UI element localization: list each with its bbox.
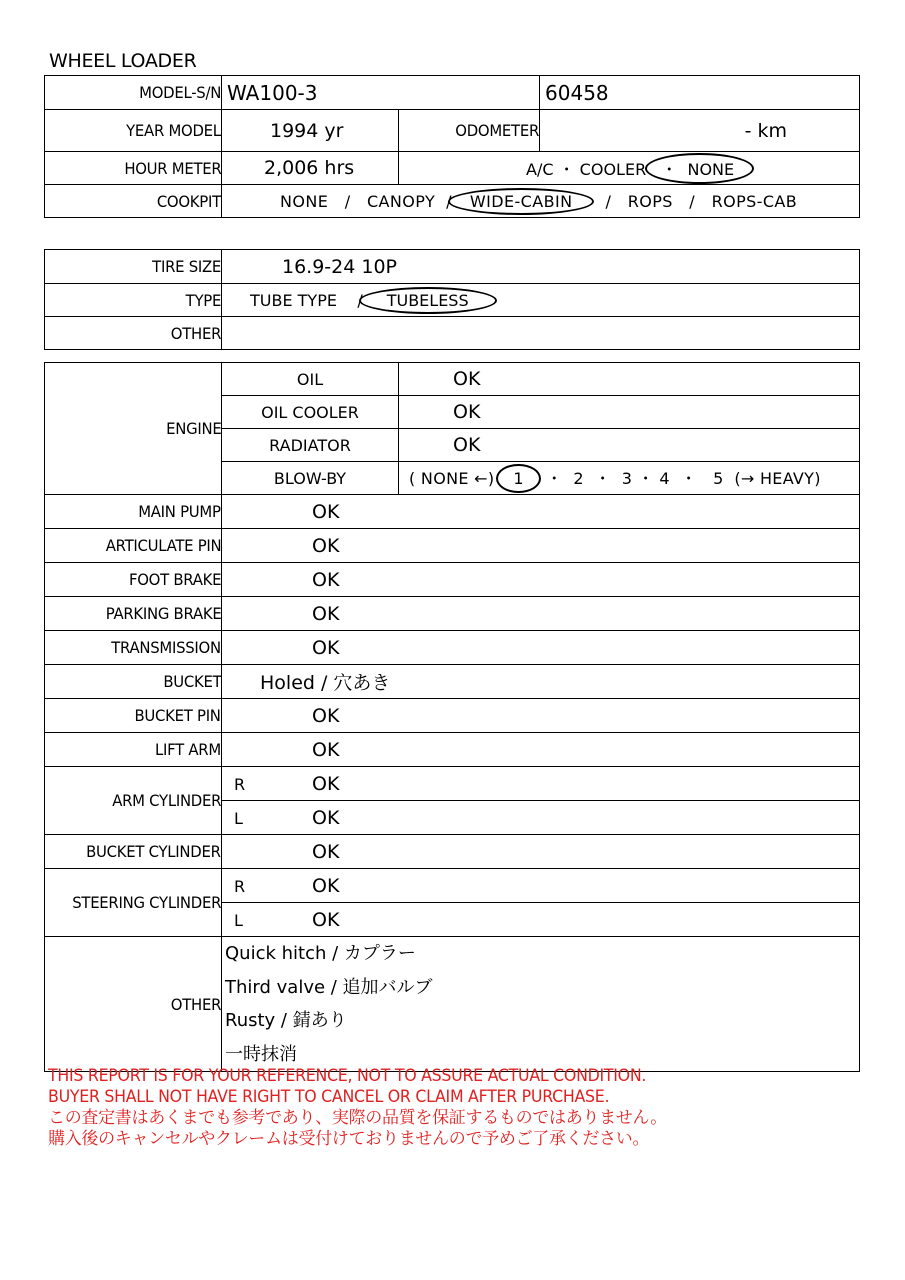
disclaimer-line-en-2: BUYER SHALL NOT HAVE RIGHT TO CANCEL OR CLAIM AFTER PURCHASE. (48, 1087, 610, 1107)
articulate-pin-value: OK (222, 529, 860, 563)
disclaimer-line-ja-2: 購入後のキャンセルやクレームは受付けておりませんので予めご了承ください。 (48, 1129, 650, 1149)
blowby-dot-2: ・ (594, 468, 611, 488)
bucket-pin-value: OK (222, 699, 860, 733)
disclaimer-line-ja-1: この査定書はあくまでも参考であり、実際の品質を保証するものではありません。 (48, 1108, 667, 1128)
oil-cooler-value: OK (399, 396, 860, 429)
arm-cylinder-r-value: OK (312, 772, 340, 795)
blowby-3: 3 (621, 468, 633, 488)
bucket-value: Holed / 穴あき (222, 665, 860, 699)
tire-type-sep: / (357, 290, 363, 310)
articulate-pin-label: ARTICULATE PIN (45, 529, 222, 563)
cockpit-opt-rops-cab: ROPS-CAB (711, 191, 798, 211)
tire-type-options (222, 284, 860, 317)
document-title: WHEEL LOADER (49, 50, 197, 72)
disclaimer-notice (48, 1066, 691, 1150)
parking-brake-value: OK (222, 597, 860, 631)
blowby-dot-3: ・ (637, 468, 654, 488)
cockpit-slash-3: / (605, 191, 612, 211)
engine-label: ENGINE (45, 363, 222, 495)
ac-sep: ・ (661, 159, 678, 179)
blowby-none: ( NONE ←) (409, 468, 495, 488)
steering-cylinder-l-value: OK (312, 908, 340, 931)
ac-none-circle (645, 153, 754, 184)
inspection-table (44, 362, 860, 1072)
foot-brake-label: FOOT BRAKE (45, 563, 222, 597)
tire-type-label: TYPE (45, 284, 222, 317)
bucket-cylinder-label: BUCKET CYLINDER (45, 835, 222, 869)
model-value: WA100-3 (222, 76, 540, 110)
blowby-label: BLOW-BY (222, 462, 399, 495)
cockpit-slash-2: / (446, 191, 452, 211)
other-note-line: 一時抹消 (225, 1043, 297, 1065)
other-note-line: Third valve / 追加バルブ (225, 976, 433, 998)
blowby-dot-4: ・ (680, 468, 697, 488)
cockpit-options (222, 185, 860, 218)
ac-cooler-field (399, 152, 860, 185)
tire-other-label: OTHER (45, 317, 222, 350)
odometer-value: - km (540, 110, 860, 152)
tire-type-selected: TUBELESS (386, 290, 469, 310)
tire-size-value: 16.9-24 10P (222, 250, 860, 284)
arm-cylinder-label: ARM CYLINDER (45, 767, 222, 835)
steering-cylinder-l-side: L (234, 910, 243, 930)
cockpit-slash-1: / (344, 191, 351, 211)
cockpit-opt-none: NONE (280, 191, 329, 211)
cockpit-label: COOKPIT (45, 185, 222, 218)
blowby-dot-1: ・ (546, 468, 563, 488)
blowby-heavy: (→ HEAVY) (734, 468, 821, 488)
arm-cylinder-l-row (222, 801, 860, 835)
tire-type-tube: TUBE TYPE (250, 290, 337, 310)
radiator-label: RADIATOR (222, 429, 399, 462)
disclaimer-line-en-1: THIS REPORT IS FOR YOUR REFERENCE, NOT TO ASSURE ACTUAL CONDITION. (48, 1066, 647, 1086)
hour-meter-label: HOUR METER (45, 152, 222, 185)
arm-cylinder-l-value: OK (312, 806, 340, 829)
odometer-label: ODOMETER (399, 110, 540, 152)
steering-cylinder-r-row (222, 869, 860, 903)
inspection-other-notes (222, 937, 860, 1072)
tire-type-selected-circle (359, 287, 497, 314)
blowby-2: 2 (573, 468, 584, 488)
foot-brake-value: OK (222, 563, 860, 597)
cockpit-slash-4: / (689, 191, 696, 211)
bucket-label: BUCKET (45, 665, 222, 699)
cockpit-selected: WIDE-CABIN (469, 191, 573, 211)
blowby-4: 4 (659, 468, 670, 488)
other-note-line: Quick hitch / カプラー (225, 943, 416, 964)
main-pump-label: MAIN PUMP (45, 495, 222, 529)
blowby-selected-circle (496, 464, 540, 493)
ac-cooler-label: A/C ・ COOLER (526, 159, 647, 179)
arm-cylinder-r-side: R (234, 774, 246, 794)
transmission-label: TRANSMISSION (45, 631, 222, 665)
machine-info-table (44, 75, 860, 218)
blowby-selected: 1 (513, 468, 524, 488)
year-value: 1994 yr (222, 110, 399, 152)
oil-value: OK (399, 363, 860, 396)
steering-cylinder-label: STEERING CYLINDER (45, 869, 222, 937)
parking-brake-label: PARKING BRAKE (45, 597, 222, 631)
steering-cylinder-l-row (222, 903, 860, 937)
model-sn-label: MODEL-S/N (45, 76, 222, 110)
oil-cooler-label: OIL COOLER (222, 396, 399, 429)
transmission-value: OK (222, 631, 860, 665)
steering-cylinder-r-side: R (234, 876, 246, 896)
blowby-5: 5 (713, 468, 724, 488)
tire-table (44, 249, 860, 350)
arm-cylinder-r-row (222, 767, 860, 801)
lift-arm-value: OK (222, 733, 860, 767)
other-note-line: Rusty / 錆あり (225, 1010, 347, 1031)
radiator-value: OK (399, 429, 860, 462)
cockpit-opt-rops: ROPS (627, 191, 673, 211)
steering-cylinder-r-value: OK (312, 874, 340, 897)
cockpit-selected-circle (448, 188, 595, 215)
cockpit-opt-canopy: CANOPY (366, 191, 436, 211)
main-pump-value: OK (222, 495, 860, 529)
inspection-other-label: OTHER (45, 937, 222, 1072)
hour-meter-value: 2,006 hrs (222, 152, 399, 185)
year-model-label: YEAR MODEL (45, 110, 222, 152)
blowby-scale (399, 462, 860, 495)
arm-cylinder-l-side: L (234, 808, 243, 828)
tire-other-value (222, 317, 860, 350)
lift-arm-label: LIFT ARM (45, 733, 222, 767)
oil-label: OIL (222, 363, 399, 396)
tire-size-label: TIRE SIZE (45, 250, 222, 284)
bucket-pin-label: BUCKET PIN (45, 699, 222, 733)
ac-none-selected: NONE (687, 159, 735, 179)
bucket-cylinder-value: OK (222, 835, 860, 869)
serial-value: 60458 (540, 76, 860, 110)
